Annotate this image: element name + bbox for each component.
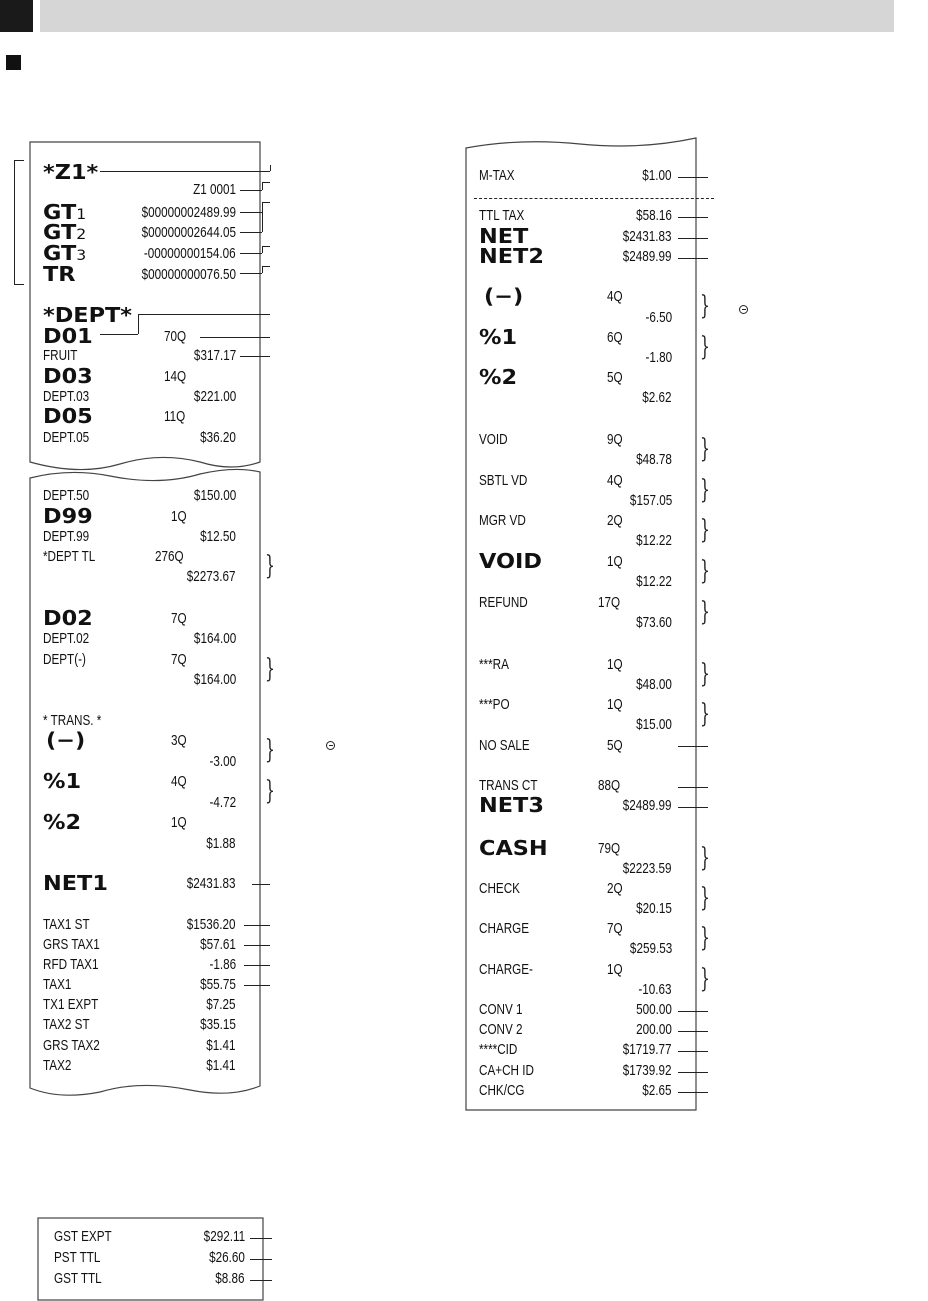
receipt-row-label: NET xyxy=(479,224,529,248)
callout-line xyxy=(678,1051,708,1052)
receipt-row-value: $58.16 xyxy=(636,207,672,224)
receipt-row-value: $26.60 xyxy=(209,1249,245,1266)
receipt-row-value: -00000000154.06 xyxy=(144,245,236,262)
receipt-row-value: $1.41 xyxy=(206,1057,236,1074)
report-bracket-side xyxy=(14,160,15,284)
receipt-row-label: GT2 xyxy=(43,220,87,244)
receipt-row-label: CHARGE- xyxy=(479,961,533,978)
receipt-row-label: TRANS CT xyxy=(479,777,538,794)
brace-mark: } xyxy=(700,434,710,464)
receipt-row-label: TTL TAX xyxy=(479,207,525,224)
receipt-row-label: D02 xyxy=(43,606,93,630)
callout-line xyxy=(678,746,708,747)
receipt-row-label: CA+CH ID xyxy=(479,1062,534,1079)
callout-line xyxy=(252,884,270,885)
receipt-row-qty: 1Q xyxy=(171,814,187,831)
receipt-row-qty: 7Q xyxy=(607,920,623,937)
callout-line xyxy=(240,190,262,191)
receipt-row-qty: 9Q xyxy=(607,431,623,448)
receipt-row-label: CONV 1 xyxy=(479,1001,523,1018)
brace-mark: } xyxy=(700,659,710,689)
receipt-row-qty: 7Q xyxy=(171,651,187,668)
receipt-row-value: $2223.59 xyxy=(623,860,672,877)
brace-mark: } xyxy=(265,654,275,684)
receipt-row-qty: 14Q xyxy=(164,368,187,385)
callout-tick xyxy=(262,202,263,232)
receipt-row-value: $1.88 xyxy=(206,835,236,852)
receipt-row-label: ***PO xyxy=(479,696,510,713)
receipt-row-label: DEPT.05 xyxy=(43,429,90,446)
receipt-row-label: TAX2 ST xyxy=(43,1016,90,1033)
receipt-row-value: $36.20 xyxy=(200,429,236,446)
receipt-row-label: DEPT.02 xyxy=(43,630,90,647)
receipt-row-label: DEPT.03 xyxy=(43,388,90,405)
callout-line xyxy=(244,925,270,926)
receipt-row-label: RFD TAX1 xyxy=(43,956,99,973)
receipt-row-value: $8.86 xyxy=(215,1270,245,1287)
receipt-row-label: TR xyxy=(43,262,76,286)
receipt-row-value: $35.15 xyxy=(200,1016,236,1033)
receipt-row-qty: 2Q xyxy=(607,512,623,529)
receipt-row-label: NET1 xyxy=(43,871,108,895)
receipt-row-label: CHECK xyxy=(479,880,520,897)
receipt-row-label: TX1 EXPT xyxy=(43,996,99,1013)
receipt-row-value: $2489.99 xyxy=(623,797,672,814)
receipt-row-label: MGR VD xyxy=(479,512,526,529)
receipt-row-label: %2 xyxy=(479,365,518,389)
callout-line xyxy=(678,177,708,178)
callout-line xyxy=(678,1011,708,1012)
callout-line xyxy=(262,246,270,247)
receipt-row-label: * TRANS. * xyxy=(43,712,102,729)
receipt-row-value: -6.50 xyxy=(645,309,672,326)
callout-line xyxy=(200,337,270,338)
callout-tick xyxy=(262,266,263,273)
brace-mark: } xyxy=(700,597,710,627)
receipt-row-label: GST EXPT xyxy=(54,1228,112,1245)
callout-line xyxy=(678,1092,708,1093)
receipt-row-label: *Z1* xyxy=(43,160,99,184)
receipt-row-value: -1.80 xyxy=(645,349,672,366)
receipt-row-label: VOID xyxy=(479,431,508,448)
receipt-row-value: $164.00 xyxy=(193,671,236,688)
receipt-row-label: (−) xyxy=(46,728,86,752)
receipt-row-label: PST TTL xyxy=(54,1249,101,1266)
receipt-row-qty: 4Q xyxy=(607,472,623,489)
minus-circle-icon xyxy=(739,305,748,314)
receipt-row-value: $221.00 xyxy=(193,388,236,405)
minus-circle-icon xyxy=(326,741,335,750)
receipt-row-value: $164.00 xyxy=(193,630,236,647)
receipt-row-value: $1536.20 xyxy=(187,916,236,933)
receipt-row-label: CONV 2 xyxy=(479,1021,523,1038)
cut-line xyxy=(474,198,714,199)
receipt-row-label: NO SALE xyxy=(479,737,530,754)
receipt-row-label: DEPT.99 xyxy=(43,528,90,545)
callout-line xyxy=(138,314,270,315)
receipt-row-label: M-TAX xyxy=(479,167,515,184)
receipt-row-label: CHK/CG xyxy=(479,1082,525,1099)
report-bracket-bottom xyxy=(14,284,24,285)
receipt-row-qty: 1Q xyxy=(607,553,623,570)
callout-line xyxy=(240,273,262,274)
receipt-row-qty: 1Q xyxy=(607,961,623,978)
receipt-row-label: REFUND xyxy=(479,594,528,611)
callout-line xyxy=(240,253,262,254)
report-bracket-top xyxy=(14,160,24,161)
callout-tick xyxy=(262,182,263,190)
receipt-row-value: $73.60 xyxy=(636,614,672,631)
brace-mark: } xyxy=(700,475,710,505)
receipt-row-label: GRS TAX1 xyxy=(43,936,100,953)
receipt-row-value: $00000002644.05 xyxy=(141,224,236,241)
receipt-row-value: $1719.77 xyxy=(623,1041,672,1058)
receipt-row-label: CASH xyxy=(479,836,548,860)
callout-line xyxy=(244,965,270,966)
receipt-row-value: $12.22 xyxy=(636,573,672,590)
brace-mark: } xyxy=(700,883,710,913)
callout-line xyxy=(244,945,270,946)
receipt-row-value: $12.22 xyxy=(636,532,672,549)
receipt-row-value: $2489.99 xyxy=(623,248,672,265)
receipt-row-label: D03 xyxy=(43,364,93,388)
receipt-row-value: $48.00 xyxy=(636,676,672,693)
receipt-row-label: TAX2 xyxy=(43,1057,72,1074)
receipt-row-label: (−) xyxy=(484,284,524,308)
receipt-row-label: *DEPT TL xyxy=(43,548,96,565)
receipt-row-value: $2273.67 xyxy=(187,568,236,585)
callout-line xyxy=(240,356,270,357)
receipt-row-label: TAX1 ST xyxy=(43,916,90,933)
receipt-row-value: $48.78 xyxy=(636,451,672,468)
receipt-row-label: GT3 xyxy=(43,241,87,265)
receipt-row-qty: 17Q xyxy=(598,594,621,611)
receipt-row-value: $00000000076.50 xyxy=(141,266,236,283)
callout-line xyxy=(250,1238,272,1239)
receipt-row-label: ****CID xyxy=(479,1041,518,1058)
receipt-row-value: $2.62 xyxy=(642,389,672,406)
receipt-row-value: $55.75 xyxy=(200,976,236,993)
receipt-row-value: $2431.83 xyxy=(187,875,236,892)
callout-line xyxy=(262,182,270,183)
callout-line xyxy=(678,238,708,239)
receipt-row-label: %1 xyxy=(479,325,518,349)
receipt-row-value: $259.53 xyxy=(629,940,672,957)
receipt-row-qty: 1Q xyxy=(607,656,623,673)
receipt-row-value: $317.17 xyxy=(193,347,236,364)
receipt-row-qty: 79Q xyxy=(598,840,621,857)
callout-line xyxy=(100,334,138,335)
receipt-row-qty: 2Q xyxy=(607,880,623,897)
callout-tick xyxy=(262,246,263,253)
receipt-row-value: $7.25 xyxy=(206,996,236,1013)
callout-line xyxy=(678,1072,708,1073)
receipt-row-value: $00000002489.99 xyxy=(141,204,236,221)
receipt-row-label: D05 xyxy=(43,404,93,428)
receipt-row-label: DEPT.50 xyxy=(43,487,90,504)
receipt-row-value: $20.15 xyxy=(636,900,672,917)
receipt-row-value: $157.05 xyxy=(629,492,672,509)
receipt-row-label: GST TTL xyxy=(54,1270,102,1287)
receipt-row-value: $292.11 xyxy=(203,1228,245,1245)
brace-mark: } xyxy=(265,551,275,581)
receipt-row-label: CHARGE xyxy=(479,920,530,937)
callout-line xyxy=(678,1031,708,1032)
brace-mark: } xyxy=(265,776,275,806)
receipt-row-value: -10.63 xyxy=(638,981,672,998)
callout-line xyxy=(100,171,270,172)
callout-line xyxy=(262,266,270,267)
receipt-row-label: TAX1 xyxy=(43,976,72,993)
receipt-row-value: 500.00 xyxy=(636,1001,672,1018)
brace-mark: } xyxy=(265,735,275,765)
receipt-row-value: $150.00 xyxy=(193,487,236,504)
receipt-row-value: -3.00 xyxy=(209,753,236,770)
receipt-row-label: *DEPT* xyxy=(43,303,133,327)
receipt-row-label: D99 xyxy=(43,504,93,528)
receipt-row-qty: 88Q xyxy=(598,777,621,794)
receipt-row-qty: 7Q xyxy=(171,610,187,627)
receipt-row-label: GRS TAX2 xyxy=(43,1037,100,1054)
callout-tick xyxy=(138,314,139,334)
receipt-row-qty: 1Q xyxy=(171,508,187,525)
callout-line xyxy=(678,258,708,259)
callout-line xyxy=(250,1280,272,1281)
receipt-row-qty: 6Q xyxy=(607,329,623,346)
brace-mark: } xyxy=(700,964,710,994)
receipt-row-label: NET3 xyxy=(479,793,544,817)
receipt-row-label: SBTL VD xyxy=(479,472,528,489)
brace-mark: } xyxy=(700,332,710,362)
receipt-row-qty: 11Q xyxy=(164,408,186,425)
receipt-row-value: $2.65 xyxy=(642,1082,672,1099)
callout-tick xyxy=(270,165,271,171)
receipt-row-qty: 4Q xyxy=(171,773,187,790)
callout-line xyxy=(250,1259,272,1260)
receipt-row-qty: 5Q xyxy=(607,737,623,754)
receipt-row-qty: 70Q xyxy=(164,328,187,345)
callout-line xyxy=(240,212,262,213)
receipt-row-label: DEPT(-) xyxy=(43,651,86,668)
callout-line xyxy=(262,202,270,203)
brace-mark: } xyxy=(700,515,710,545)
callout-line xyxy=(240,232,262,233)
brace-mark: } xyxy=(700,923,710,953)
receipt-row-qty: 4Q xyxy=(607,288,623,305)
brace-mark: } xyxy=(700,556,710,586)
receipt-row-label: NET2 xyxy=(479,244,544,268)
receipt-row-value: 200.00 xyxy=(636,1021,672,1038)
receipt-row-value: $1739.92 xyxy=(623,1062,672,1079)
receipt-row-qty: 5Q xyxy=(607,369,623,386)
receipt-row-value: Z1 0001 xyxy=(193,181,236,198)
callout-line xyxy=(244,985,270,986)
receipt-row-value: $2431.83 xyxy=(623,228,672,245)
brace-mark: } xyxy=(700,843,710,873)
receipt-row-label: %2 xyxy=(43,810,82,834)
receipt-row-label: D01 xyxy=(43,324,93,348)
receipt-row-value: $15.00 xyxy=(636,716,672,733)
receipt-row-qty: 1Q xyxy=(607,696,623,713)
receipt-row-value: $1.41 xyxy=(206,1037,236,1054)
callout-line xyxy=(678,217,708,218)
receipt-row-value: $1.00 xyxy=(642,167,672,184)
callout-line xyxy=(678,807,708,808)
receipt-row-label: %1 xyxy=(43,769,82,793)
brace-mark: } xyxy=(700,291,710,321)
receipt-row-value: $57.61 xyxy=(200,936,236,953)
receipt-row-label: VOID xyxy=(479,549,542,573)
receipt-row-value: -4.72 xyxy=(209,794,236,811)
receipt-row-label: GT1 xyxy=(43,200,87,224)
callout-line xyxy=(678,787,708,788)
receipt-row-value: $12.50 xyxy=(200,528,236,545)
receipt-row-label: FRUIT xyxy=(43,347,78,364)
receipt-row-qty: 276Q xyxy=(155,548,184,565)
brace-mark: } xyxy=(700,699,710,729)
receipt-row-label: ***RA xyxy=(479,656,509,673)
receipt-row-value: -1.86 xyxy=(209,956,236,973)
receipt-row-qty: 3Q xyxy=(171,732,187,749)
